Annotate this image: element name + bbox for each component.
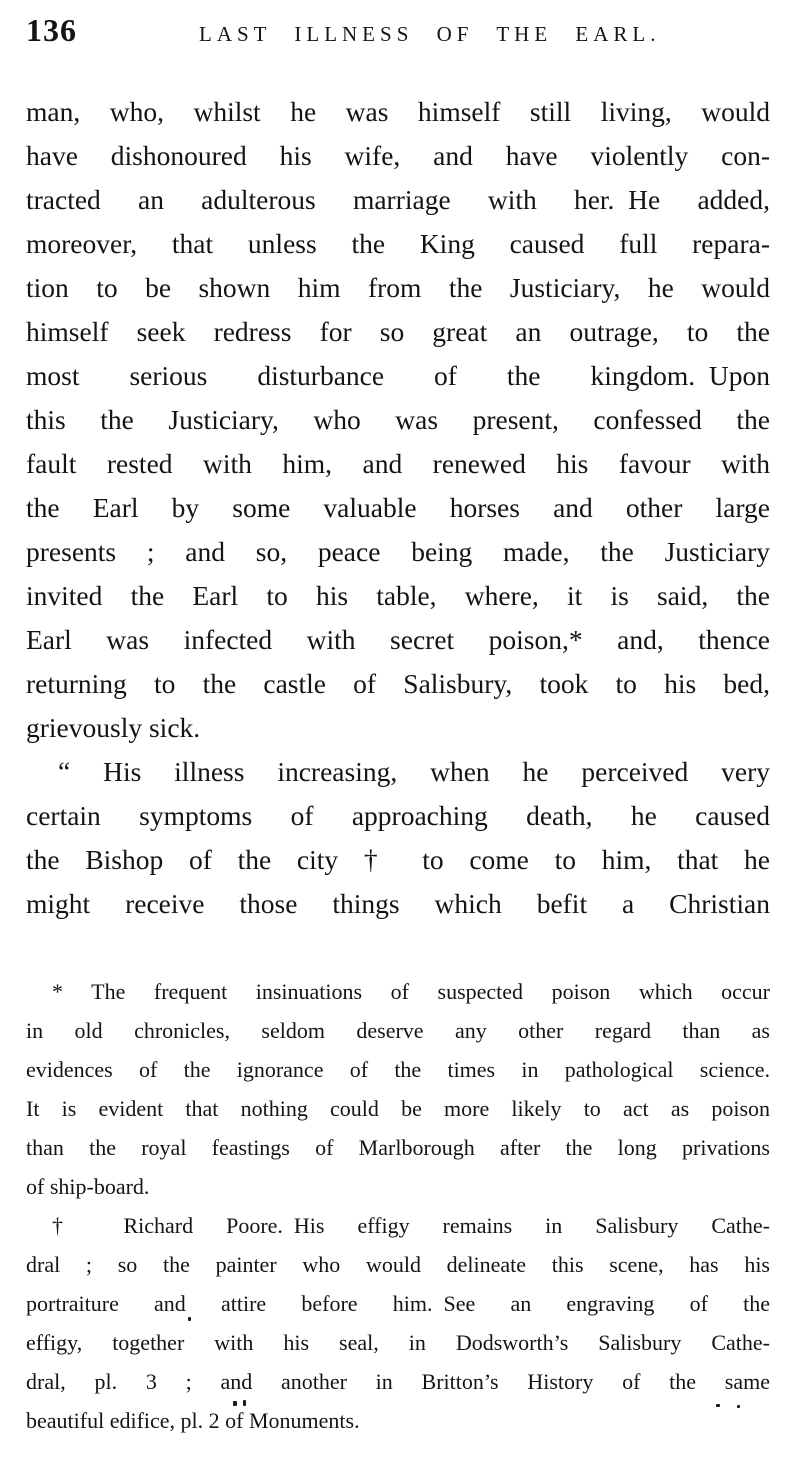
page-number: 136 xyxy=(26,12,77,48)
text-line: tion to be shown him from the Justiciary, he would xyxy=(26,272,770,303)
text-line: might receive those things which befit a Christian xyxy=(26,888,770,919)
text-line: dral ; so the painter who would delineate this scene, has his xyxy=(26,1252,770,1277)
text-line: than the royal feastings of Marlborough after the long privations xyxy=(26,1135,770,1160)
footnote xyxy=(26,972,770,1206)
text-line: the Bishop of the city † to come to him, that he xyxy=(26,844,770,875)
text-line: fault rested with him, and renewed his favour with xyxy=(26,448,770,479)
text-line: It is evident that nothing could be more likely to act as poison xyxy=(26,1096,770,1121)
text-line: beautiful edifice, pl. 2 of Monuments. xyxy=(26,1408,360,1433)
text-line: portraiture and attire before him. See an engraving of the xyxy=(26,1291,770,1316)
text-line: “ His illness increasing, when he perceived very xyxy=(58,756,770,787)
paragraph xyxy=(26,750,770,926)
text-line: † Richard Poore. His effigy remains in Salisbury Cathe- xyxy=(52,1213,770,1238)
footnotes-section xyxy=(26,972,770,1440)
text-line: man, who, whilst he was himself still living, would xyxy=(26,96,770,127)
text-line: returning to the castle of Salisbury, took to his bed, xyxy=(26,668,770,699)
scan-speck xyxy=(737,1405,740,1408)
text-line: evidences of the ignorance of the times in pathological science. xyxy=(26,1057,770,1082)
text-line: Earl was infected with secret poison,* and, thence xyxy=(26,624,770,655)
page-header xyxy=(26,12,770,56)
text-line: the Earl by some valuable horses and other large xyxy=(26,492,770,523)
text-line: moreover, that unless the King caused full repara- xyxy=(26,228,770,259)
scan-speck xyxy=(233,1401,237,1406)
text-line: effigy, together with his seal, in Dodsworth’s Salisbury Cathe- xyxy=(26,1330,770,1355)
text-line: dral, pl. 3 ; and another in Britton’s History of the same xyxy=(26,1369,770,1394)
text-line: most serious disturbance of the kingdom. Upon xyxy=(26,360,770,391)
text-line: of ship-board. xyxy=(26,1174,150,1199)
body-text xyxy=(26,90,770,926)
running-head: LAST ILLNESS OF THE EARL. xyxy=(199,22,661,46)
text-line: himself seek redress for so great an outrage, to the xyxy=(26,316,770,347)
footnote xyxy=(26,1206,770,1440)
scan-speck xyxy=(188,1317,191,1321)
text-line: grievously sick. xyxy=(26,712,201,743)
scan-speck xyxy=(716,1404,720,1407)
text-line: * The frequent insinuations of suspected poison which occur xyxy=(52,979,770,1004)
text-line: certain symptoms of approaching death, he caused xyxy=(26,800,770,831)
text-line: presents ; and so, peace being made, the Justiciary xyxy=(26,536,770,567)
scan-speck xyxy=(243,1400,246,1406)
text-line: this the Justiciary, who was present, confessed the xyxy=(26,404,770,435)
text-line: in old chronicles, seldom deserve any other regard than as xyxy=(26,1018,770,1043)
text-line: invited the Earl to his table, where, it is said, the xyxy=(26,580,770,611)
text-line: tracted an adulterous marriage with her. He added, xyxy=(26,184,770,215)
text-line: have dishonoured his wife, and have violently con- xyxy=(26,140,770,171)
paragraph xyxy=(26,90,770,750)
